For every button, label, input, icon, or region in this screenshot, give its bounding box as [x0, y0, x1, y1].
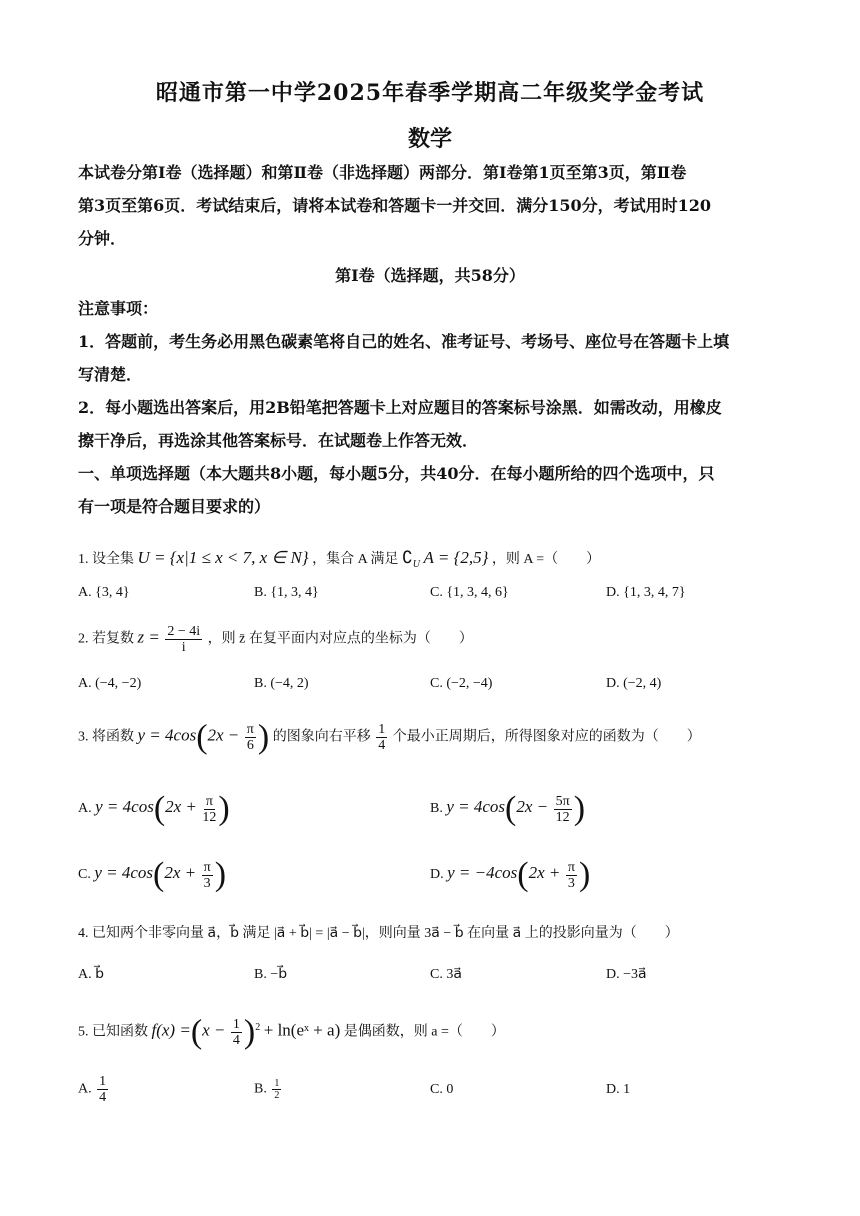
- q5-power: 2: [255, 1022, 261, 1033]
- q2-option-d[interactable]: D. (−2, 4): [606, 676, 662, 691]
- question-5-stem: 5. 已知函数 f(x) =(x − $\frac{1}{4}$ )$^2$ + ln(eˣ + a) 是偶函数，则 a =（ ）: [78, 1013, 505, 1051]
- exam-subject: 数学: [407, 126, 452, 152]
- notes-block: [78, 292, 784, 523]
- q3-option-a-den: 12: [202, 809, 217, 825]
- q5-option-c[interactable]: [430, 1082, 453, 1098]
- q2-frac-num: 2 − 4i: [167, 624, 201, 639]
- exam-title: 昭通市第一中学2025年春季学期高二年级奖学金考试: [155, 80, 705, 106]
- q5-option-a-den: 4: [99, 1090, 107, 1105]
- note-2-line-1: 2．每小题选出答案后，用2B铅笔把答题卡上对应题目的答案标号涂黑．如需改动，用橡皮: [78, 398, 722, 417]
- q3-option-b-num: 5π: [555, 793, 570, 809]
- q3-option-b-inner: 2x −: [516, 797, 549, 817]
- q5-num: 1: [232, 1016, 240, 1032]
- question-4-stem: 4. 已知两个非零向量 a⃗，b⃗ 满足 |a⃗ + b⃗| = |a⃗ − b⃗|，则向量 3a⃗ − b⃗ 在向量 a⃗ 上的投影向量为（ ）: [78, 926, 679, 941]
- q5-option-d-value: 1: [623, 1082, 631, 1097]
- q2-suffix: ，则 z̄ 在复平面内对应点的坐标为（ ）: [207, 631, 473, 647]
- q1-universal-set: U = {x|1 ≤ x < 7, x ∈ N}: [137, 548, 309, 567]
- q3-option-b-lead: y = 4cos: [446, 797, 506, 817]
- q2-option-b[interactable]: B. (−4, 2): [254, 676, 309, 691]
- q4-option-a[interactable]: A. b⃗: [78, 967, 104, 982]
- q3-function: y = 4cos: [137, 725, 197, 745]
- q1-option-d[interactable]: D. {1, 3, 4, 7}: [606, 585, 686, 600]
- q5-tail: + ln(eˣ + a): [263, 1020, 341, 1040]
- question-2-stem: [78, 624, 784, 655]
- q2-option-c[interactable]: C. (−2, −4): [430, 676, 493, 691]
- q3-option-c-fraction: [202, 860, 213, 891]
- q3-suffix: 个最小正周期后，所得图象对应的函数为（ ）: [392, 729, 701, 745]
- q5-option-d[interactable]: [606, 1082, 630, 1098]
- note-2-line-2: 擦干净后，再选涂其他答案标号．在试题卷上作答无效．: [78, 431, 479, 450]
- q5-option-a-label: A.: [78, 1081, 92, 1097]
- q2-prefix: 2. 若复数: [78, 631, 134, 647]
- q1-option-b[interactable]: B. {1, 3, 4}: [254, 585, 319, 600]
- q1-complement-symbol: ∁: [401, 548, 413, 567]
- question-3-stem: 3. 将函数 y = 4cos(2x − $\frac{\pi}{6}$ ) 的图象向右平移 $\frac{1}{4}$ 个最小正周期后，所得图象对应的函数为（ ）: [78, 718, 701, 756]
- intro-line-2: 第3页至第6页．考试结束后，请将本试卷和答题卡一并交回．满分150分，考试用时120: [78, 196, 712, 215]
- q2-frac-den: i: [181, 640, 186, 655]
- q4-option-b[interactable]: B. −b⃗: [254, 967, 288, 982]
- q5-option-a-num: 1: [99, 1074, 107, 1089]
- q5-option-c-value: 0: [446, 1082, 454, 1097]
- question-1-stem: [78, 546, 784, 577]
- q3-prefix: 3. 将函数: [78, 729, 134, 745]
- q1-complement-subscript: U: [412, 558, 421, 570]
- q3-option-c[interactable]: C. y = 4cos(2x + $\frac{\pi}{3}$ ): [78, 856, 227, 893]
- q3-option-d-num: π: [567, 859, 575, 875]
- part1-line-1: 一、单项选择题（本大题共8小题，每小题5分，共40分．在每小题所给的四个选项中，只: [78, 464, 715, 483]
- q1-option-a[interactable]: A. {3, 4}: [78, 585, 130, 600]
- q4-option-c[interactable]: C. 3a⃗: [430, 967, 462, 982]
- q3-inner-den: 6: [246, 738, 254, 753]
- q2-option-a[interactable]: A. (−4, −2): [78, 676, 142, 691]
- q5-suffix: 是偶函数，则 a =（ ）: [343, 1024, 505, 1040]
- q3-shift-den: 4: [378, 738, 386, 753]
- q5-option-b-num: 1: [274, 1078, 280, 1089]
- q3-inner: 2x −: [207, 725, 240, 745]
- q5-fraction: [231, 1017, 242, 1048]
- note-1-line-1: 1．答题前，考生务必用黑色碳素笔将自己的姓名、准考证号、考场号、座位号在答题卡上填: [78, 332, 730, 351]
- q3-inner-num: π: [246, 722, 254, 737]
- q5-option-d-label: D.: [606, 1082, 620, 1097]
- q3-option-c-den: 3: [203, 875, 211, 891]
- q3-option-b-fraction: [554, 794, 572, 825]
- q3-option-a-lead: y = 4cos: [95, 797, 154, 817]
- section-heading: 第Ⅰ卷（选择题，共58分）: [335, 266, 525, 285]
- notes-heading: 注意事项：: [78, 299, 159, 318]
- q3-option-d-lead: y = −4cos: [447, 863, 518, 883]
- q2-z: z =: [137, 627, 160, 647]
- q3-option-c-num: π: [203, 859, 211, 875]
- q3-option-c-label: C.: [78, 867, 91, 883]
- q5-option-c-label: C.: [430, 1082, 443, 1097]
- q1-prefix: 1. 设全集: [78, 552, 134, 567]
- q3-option-a[interactable]: A. y = 4cos(2x + $\frac{\pi}{12}$ ): [78, 790, 230, 827]
- q5-function: f(x) =: [151, 1020, 191, 1040]
- q3-shift-fraction: [376, 722, 387, 753]
- q3-option-a-inner: 2x +: [165, 797, 197, 817]
- q5-den: 4: [232, 1032, 240, 1048]
- q3-option-b-den: 12: [555, 809, 570, 825]
- q3-option-d-label: D.: [430, 867, 444, 883]
- intro-line-1: 本试卷分第Ⅰ卷（选择题）和第Ⅱ卷（非选择题）两部分．第Ⅰ卷第1页至第3页，第Ⅱ卷: [78, 163, 687, 182]
- q3-option-d-fraction: [566, 860, 577, 891]
- q3-option-b-label: B.: [430, 801, 443, 817]
- intro-line-3: 分钟．: [78, 229, 127, 248]
- q3-option-d-inner: 2x +: [528, 863, 561, 883]
- q1-option-c[interactable]: C. {1, 3, 4, 6}: [430, 585, 509, 600]
- q3-option-a-label: A.: [78, 801, 92, 817]
- note-1-line-2: 写清楚．: [78, 365, 143, 384]
- q3-option-c-lead: y = 4cos: [94, 863, 154, 883]
- q5-option-b-fraction: [272, 1078, 281, 1101]
- q3-mid: 的图象向右平移: [272, 729, 371, 745]
- q3-shift-num: 1: [378, 722, 386, 737]
- q4-option-d[interactable]: D. −3a⃗: [606, 967, 647, 982]
- q3-inner-fraction: [245, 722, 256, 753]
- q5-option-a[interactable]: [78, 1074, 110, 1105]
- q5-option-b[interactable]: [254, 1078, 283, 1101]
- q3-option-c-inner: 2x +: [164, 863, 197, 883]
- q3-option-a-fraction: [202, 794, 216, 825]
- q1-mid: ，集合 A 满足: [312, 552, 399, 567]
- q3-option-d-den: 3: [567, 875, 575, 891]
- q1-complement-set: A = {2,5}: [423, 548, 489, 567]
- intro-paragraph: [78, 156, 784, 255]
- q5-inner: x −: [202, 1020, 226, 1040]
- q3-option-d[interactable]: D. y = −4cos(2x + $\frac{\pi}{3}$ ): [430, 856, 591, 893]
- q5-option-b-label: B.: [254, 1081, 267, 1097]
- q5-option-a-fraction: [97, 1074, 108, 1105]
- q5-option-b-den: 2: [274, 1090, 280, 1101]
- q5-prefix: 5. 已知函数: [78, 1024, 148, 1040]
- q3-option-a-num: π: [205, 793, 213, 809]
- q1-suffix: ，则 A =（ ）: [491, 552, 601, 567]
- q3-option-b[interactable]: B. y = 4cos(2x − $\frac{5\pi}{12}$ ): [430, 790, 586, 827]
- q2-fraction: [165, 624, 202, 655]
- part1-line-2: 有一项是符合题目要求的）: [78, 497, 271, 516]
